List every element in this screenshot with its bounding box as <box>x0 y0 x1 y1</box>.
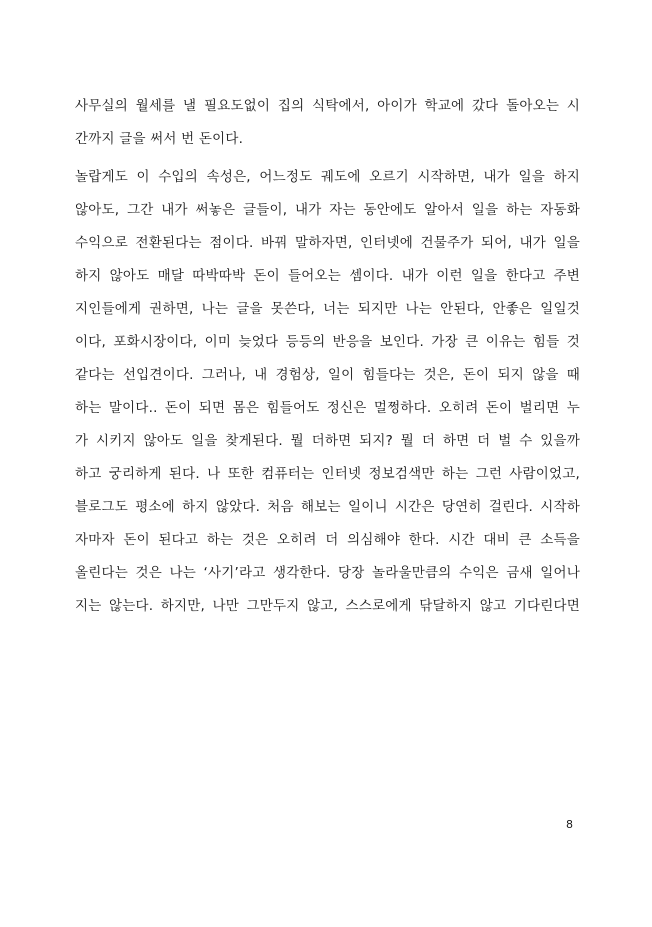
text-line: 같다는 선입견이다. 그러나, 내 경험상, 일이 힘들다는 것은, 돈이 되지 않을 때 <box>75 367 580 383</box>
text-line: 지는 않는다. 하지만, 나만 그만두지 않고, 스스로에게 닦달하지 않고 기다린다면 <box>75 598 580 614</box>
body-text <box>75 90 580 628</box>
text-line: 않아도, 그간 내가 써놓은 글들이, 내가 자는 동안에도 알아서 일을 하는 자동화 <box>75 202 580 218</box>
text-line: 자마자 돈이 된다고 하는 것은 오히려 더 의심해야 한다. 시간 대비 큰 소득을 <box>75 532 580 548</box>
text-line: 올린다는 것은 나는 ‘사기’라고 생각한다. 당장 놀라울만큼의 수익은 금새 일어나 <box>75 565 580 581</box>
text-line: 수익으로 전환된다는 점이다. 바꿔 말하자면, 인터넷에 건물주가 되어, 내가 일을 <box>75 235 580 251</box>
text-line: 놀랍게도 이 수입의 속성은, 어느정도 궤도에 오르기 시작하면, 내가 일을 하지 <box>75 169 580 185</box>
text-line: 하는 말이다.. 돈이 되면 몸은 힘들어도 정신은 멀쩡하다. 오히려 돈이 벌리면 누 <box>75 400 580 416</box>
page-number: 8 <box>566 818 573 831</box>
text-line: 하지 않아도 매달 따박따박 돈이 들어오는 셈이다. 내가 이런 일을 한다고 주변 <box>75 268 580 284</box>
text-line: 사무실의 월세를 낼 필요도없이 집의 식탁에서, 아이가 학교에 갔다 돌아오는 시 <box>75 98 580 114</box>
text-line: 간까지 글을 써서 번 돈이다. <box>75 131 244 147</box>
text-line: 블로그도 평소에 하지 않았다. 처음 해보는 일이니 시간은 당연히 걸린다. 시작하 <box>75 499 580 515</box>
paragraph-2 <box>75 161 580 623</box>
text-line: 하고 궁리하게 된다. 나 또한 컴퓨터는 인터넷 정보검색만 하는 그런 사람이었고, <box>75 466 580 482</box>
paragraph-1 <box>75 90 580 156</box>
text-line: 가 시키지 않아도 일을 찾게된다. 뭘 더하면 되지? 뭘 더 하면 더 벌 수 있을까 <box>75 433 580 449</box>
text-line: 지인들에게 권하면, 나는 글을 못쓴다, 너는 되지만 나는 안된다, 안좋은 일일것 <box>75 301 580 317</box>
text-line: 이다, 포화시장이다, 이미 늦었다 등등의 반응을 보인다. 가장 큰 이유는 힘들 것 <box>75 334 580 350</box>
